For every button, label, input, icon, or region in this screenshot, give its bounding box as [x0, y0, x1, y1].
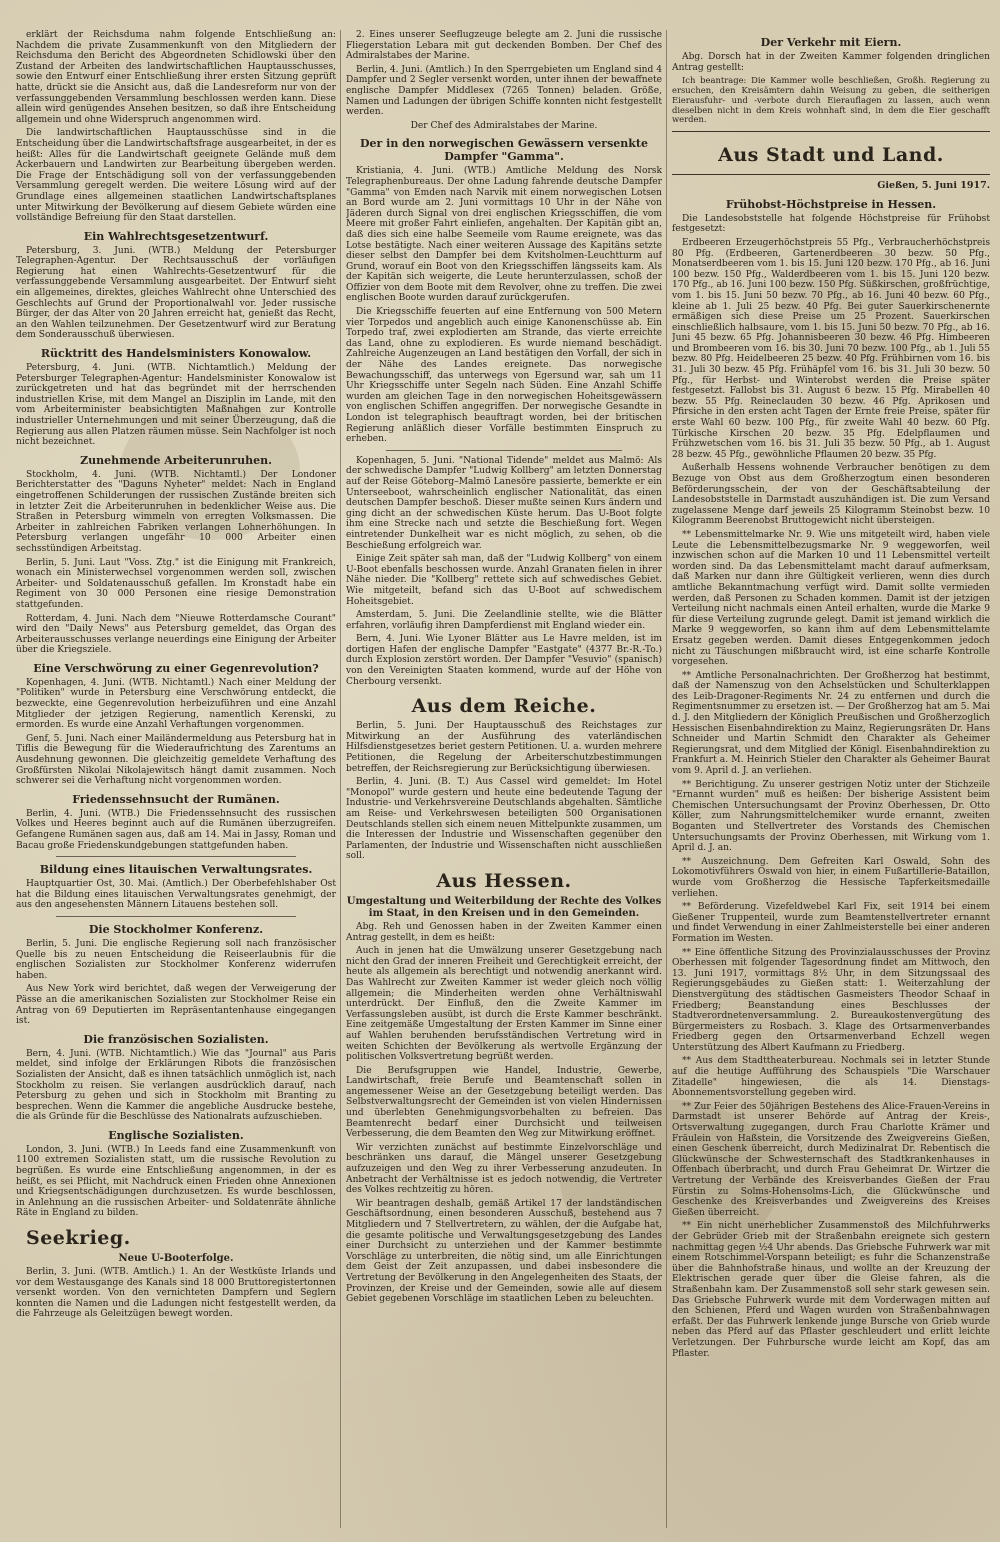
article-paragraph: Kopenhagen, 5. Juni. "National Tidende" meldet aus Malmö: Als der schwedische Dampfer "Ludwig Kollberg" am letzten Donnerstag auf der Reise Göteborg–Malmö Lanesöre passierte, bemerkte er ein Unterseeboot, wahrscheinlich englischer Nationalität, das einen deutschen Dampfer beschoß. Dieser mußte seinen Kurs ändern und ging dicht an der schwedischen Küste herum. Das U-Boot folgte ihm eine Strecke nach und setzte die Beschießung fort. Wegen eintretender Dunkelheit war es nicht möglich, zu sehen, ob die Beschießung erfolgreich war. — [346, 455, 662, 551]
headline-verschwoerung: Eine Verschwörung zu einer Gegenrevolution? — [33, 661, 319, 675]
section-title-reiche: Aus dem Reiche. — [411, 695, 597, 718]
divider — [56, 916, 296, 917]
article-paragraph: Berlin, 4. Juni. (WTB.) Die Friedenssehnsucht des russischen Volkes und Heeres beginnt auch auf die Rumänen überzugreifen. Gefangene Rumänen sagen aus, daß am 14. Mai in Jassy, Roman und Bacau große Friedenskundgebungen stattgefunden haben. — [16, 808, 336, 851]
article-paragraph: Petersburg, 4. Juni. (WTB. Nichtamtlich.) Meldung der Petersburger Telegraphen-Agentur: Handelsminister Konowalow ist zurückgetreten und hat das begründet mit der herrschenden industriellen Krise, mit dem Mangel an Disziplin im Lande, mit den vom Arbeiterminister beabsichtigten Maßnahgen zur Kontrolle industrieller Unternehmungen und mit seiner Überzeugung, daß die Regierung aus allen Platzen räumen müsse. Sein Nachfolger ist noch nicht bezeichnet. — [16, 363, 336, 448]
headline-uboot: Neue U-Booterfolge. — [118, 1253, 234, 1265]
article-paragraph: Kopenhagen, 4. Juni. (WTB. Nichtamtl.) Nach einer Meldung der "Politiken" wurde in Petersburg eine Verschwörung entdeckt, die bezweckte, eine Gegenrevolution herbeizuführen und eine Anzahl Mitglieder der jetzigen Regierung, namentlich Kerenski, zu ermorden. Es wurde eine Anzahl Verhaftungen vorgenommen. — [16, 677, 336, 731]
headline-fruehobst: Frühobst-Höchstpreise in Hessen. — [725, 197, 937, 211]
article-paragraph: ** Auszeichnung. Dem Gefreiten Karl Oswald, Sohn des Lokomotivführers Oswald von hier, in einem Fußartillerie-Bataillon, wurde vom Großherzog die Hessische Tapferkeitsmedaille verliehen. — [672, 856, 990, 899]
divider — [386, 450, 622, 451]
article-paragraph: London, 3. Juni. (WTB.) In Leeds fand eine Zusammenkunft von 1100 extremen Sozialisten statt, um die russische Revolution zu begrüßen. Es wurde eine Entschließung angenommen, in der es heißt, es sei Pflicht, mit Nachdruck einen Frieden ohne Annexionen und Kriegsentschädigungen durchzusetzen. Es wurde beschlossen, in Anlehnung an die russischen Arbeiter- und Soldatenräte ähnliche Räte in England zu bilden. — [16, 1144, 336, 1219]
article-paragraph: Amsterdam, 5. Juni. Die Zeelandlinie stellte, wie die Blätter erfahren, vorläufig ihren Dampferdienst mit England wieder ein. — [346, 610, 662, 631]
article-paragraph: Die Berufsgruppen wie Handel, Industrie, Gewerbe, Landwirtschaft, freie Berufe und Beamtenschaft sollen in angemessener Weise an der Gesetzgebung beteiligt werden. Das Selbstverwaltungsrecht der Gemeinden ist von vielen Hindernissen und überlebten Genehmigungsvorbehalten zu befreien. Das Beamtenrecht bedarf einer Durchsicht und teilweisen Verbesserung, die dem Beamten den Weg zur Mitwirkung eröffnet. — [346, 1065, 662, 1140]
article-paragraph: Erdbeeren Erzeugerhöchstpreis 55 Pfg., Verbraucherhöchstpreis 80 Pfg. (Erdbeeren, Gartenerdbeeren 30 bezw. 50 Pfg., Monatserdbeeren vom 1. bis 15. Juni 120 bezw. 170 Pfg., ab 16. Juni 100 bezw. 150 Pfg., Walderdbeeren vom 1. bis 15. Juni 120 bezw. 170 Pfg., ab 16. Juni 100 bezw. 150 Pfg. Süßkirschen, großfrüchtige, vom 1. bis 15. Juni 50 bezw. 70 Pfg., ab 16. Juni 40 bezw. 60 Pfg., kleine ab 1. Juli 25 bezw. 40 Pfg. Bei guter Sauerkirschenernte ermäßigen sich diese Preise um 25 Prozent. Sauerkirschen einschließlich halbsaure, vom 1. bis 15. Juni 50 bezw. 70 Pfg., ab 16. Juni 45 bezw. 65 Pfg. Johannisbeeren 30 bezw. 46 Pfg. Himbeeren und Brombeeren vom 16. bis 30. Juni 70 bezw. 100 Pfg., ab 1. Juli 55 bezw. 80 Pfg. Heidelbeeren 25 bezw. 40 Pfg. Frühbirnen vom 16. bis 31. Juli 30 bezw. 45 Pfg. Frühäpfel vom 16. bis 31. Juli 30 bezw. 50 Pfg., für Herbst- und Winterobst werden die Preise später festgesetzt. Fallobst bis 31. August 6 bezw. 15 Pfg. Mirabellen 40 bezw. 55 Pfg. Reineclauden 30 bezw. 46 Pfg. Aprikosen und Pfirsiche in den ersten acht Tagen der Ernte freie Preise, später für erste Wahl 60 bezw. 100 Pfg., für zweite Wahl 40 bezw. 60 Pfg. Türkische Kirschen 20 bezw. 35 Pfg. Edelpflaumen und Frühzwetschen vom 16. bis 31. Juli 35 bezw. 50 Pfg., ab 1. August 28 bezw. 45 Pfg., gewöhnliche Pflaumen 20 bezw. 35 Pfg. — [672, 237, 990, 460]
headline-rumaenen: Friedenssehnsucht der Rumänen. — [72, 792, 280, 806]
column-2 — [346, 30, 662, 1528]
article-paragraph: Kristiania, 4. Juni. (WTB.) Amtliche Meldung des Norsk Telegraphenbureaus. Der ohne Ladung fahrende deutsche Dampfer "Gamma" von Emden nach Narvik mit einem norwegischen Lotsen an Bord wurde am 2. Juni vormittags 10 Uhr in der Nähe von Jäderen durch Signal von drei englischen Kriegsschiffen, die vom Meere mit großer Fahrt einliefen, angehalten. Der Kapitän gibt an, daß dies sich eine halbe Seemeile vom Raume ereignete, was das Lotse bestätigte. Nach einer weiteren Aussage des Kapitäns setzte dieser selbst den Dampfer bei dem Kvitsholmen-Leuchtturm auf Grund, worauf ein Boot von den Kriegsschiffen längsseits kam. Als der Kapitän sich weigerte, die Leute herunterzulassen, schoß der Offizier von dem Boote mit dem Revolver, ohne zu treffen. Die zwei englischen Boote wurden darauf zurückgerufen. — [346, 166, 662, 304]
headline-hessen-sub: Umgestaltung und Weiterbildung der Rechte des Volkes im Staat, in den Kreisen und in den Gemeinden. — [346, 895, 662, 919]
article-paragraph: erklärt der Reichsduma nahm folgende Entschließung an: Nachdem die private Zusammenkunft von den Mitgliedern der Reichsduma den Bericht des Abgeordneten Schidlowski über den Zustand der Arbeiten des landwirtschaftlichen Hauptausschusses, sowie den Entwurf einer Entschließung ihrer ersten Sitzung geprüft hatte, drückt sie die Ansicht aus, daß die Landesreform nur von der verfassunggebenden Versammlung beschlossen werden kann. Diese allein wird genügendes Ansehen besitzen, so daß ihre Entscheidung allgemein und ohne Widerspruch angenommen wird. — [16, 30, 336, 125]
article-paragraph: ** Amtliche Personalnachrichten. Der Großherzog hat bestimmt, daß der Namenszug von den Achselstücken und Schulterklappen des Leib-Dragoner-Regiments Nr. 24 zu entfernen und durch die Regimentsnummer zu ersetzen ist. — Der Großherzog hat am 5. Mai d. J. den Mitgliedern der Königlich Preußischen und Großherzoglich Hessischen Eisenbahndirektion zu Mainz, Regierungsräten Dr. Hans Schneider und Martin Schmidt den Charakter als Geheimer Regierungsrat, und dem Mitglied der Königl. Eisenbahndirektion zu Frankfurt a. M. Heinrich Stieler den Charakter als Geheimer Baurat vom 9. April d. J. an verliehen. — [672, 670, 990, 777]
article-paragraph: Ich beantrage: Die Kammer wolle beschließen, Großh. Regierung zu ersuchen, den Kreisämtern dahin Weisung zu geben, die seitherigen Eierausfuhr- und -verbote durch Eierauflagen zu lassen, auch wenn dieselben nicht in dem Kreis wohnhaft sind, in dem die Eier geschafft werden. — [672, 75, 990, 125]
article-paragraph: Petersburg, 3. Juni. (WTB.) Meldung der Petersburger Telegraphen-Agentur. Der Rechtsausschuß der vorläufigen Regierung hat einen Wahlrechts-Gesetzentwurf für die verfassunggebende Versammlung ausgearbeitet. Der Entwurf sieht ein allgemeines, direktes, gleiches Wahlrecht ohne Unterschied des Geschlechts auf Grund der Proportionalwahl vor. Jeder russische Bürger, der das Alter von 20 Jahren erreicht hat, genießt das Recht, an den Wahlen teilzunehmen. Der Gesetzentwurf wird zur Beratung dem Sonderausschuß überwiesen. — [16, 245, 336, 341]
column-1 — [16, 30, 336, 1528]
headline-gamma: Der in den norwegischen Gewässern versenkte Dampfer "Gamma". — [360, 137, 648, 164]
article-paragraph: ** Beförderung. Vizefeldwebel Karl Fix, seit 1914 bei einem Gießener Truppenteil, wurde zum Beamtenstellvertreter ernannt und findet Verwendung in einer Zahlmeisterstelle bei einer anderen Formation im Westen. — [672, 902, 990, 944]
article-paragraph: ** Ein nicht unerheblicher Zusammenstoß des Milchfuhrwerks der Gebrüder Grieb mit der Straßenbahn ereignete sich gestern nachmittag gegen ½4 Uhr abends. Das Griebsche Fuhrwerk war mit einem Rotschimmel-Vorspann beteiligt; es fuhr die Schanzenstraße über die Bahnhofstraße hinaus, und wollte an der Kreuzung der Elektrischen gerade quer über die Gleise fahren, als die Straßenbahn kam. Der Zusammenstoß soll sehr stark gewesen sein. Das Griebsche Fuhrwerk wurde mit dem Vorderwagen mitten auf den Schienen, Pferd und Wagen wurden von Straßenbahnwagen erfaßt. Der das Fuhrwerk lenkende junge Bursche von Grieb wurde neben das Pferd auf das Pflaster geschleudert und erlitt leichte Verletzungen. Der Fuhrbursche wurde leicht am Kopf, das am Pflaster. — [672, 1221, 990, 1359]
article-paragraph: Berlin, 5. Juni. Der Hauptausschuß des Reichstages zur Mitwirkung an der Ausführung des vaterländischen Hilfsdienstgesetzes beriet gestern Petitionen. U. a. wurden mehrere Petitionen, die Regelung der Arbeiterschutzbestimmungen betreffen, der Reichsregierung zur Berücksichtigung überwiesen. — [346, 721, 662, 774]
article-paragraph: Stockholm, 4. Juni. (WTB. Nichtamtl.) Der Londoner Berichterstatter des "Daguns Nyheter" meldet: Nach in England eingetroffenen Schilderungen der russischen Zustände breiten sich in letzter Zeit die Arbeiterunruhen in bedenklicher Weise aus. Die Straßen in Petersburg wimmeln von erregten Volksmassen. Die Arbeiter in zahlreichen Fabriken verlangen Lohnerhöhungen. In Petersburg verlangen ungefähr 10 000 Arbeiter einen sechsstündigen Arbeitstag. — [16, 469, 336, 554]
article-paragraph: Berlin, 4. Juni. (Amtlich.) In den Sperrgebieten um England sind 4 Dampfer und 2 Segler versenkt worden, unter ihnen der bewaffnete englische Dampfer Middlesex (7265 Tonnen) beladen. Größe, Namen und Ladungen der übrigen Schiffe konnten nicht festgestellt werden. — [346, 64, 662, 118]
article-paragraph: Berlin, 3. Juni. (WTB. Amtlich.) 1. An der Westküste Irlands und vor dem Westausgange des Kanals sind 18 000 Bruttoregistertonnen versenkt worden. Von den vernichteten Dampfern und Seglern konnten die Namen und die Ladungen nicht festgestellt werden, da die Fahrzeuge als Geleitzügen bewegt worden. — [16, 1267, 336, 1320]
article-paragraph: 2. Eines unserer Seeflugzeuge belegte am 2. Juni die russische Fliegerstation Lebara mit gut deckenden Bomben. Der Chef des Admiralstabes der Marine. — [346, 30, 662, 62]
article-paragraph: ** Aus dem Stadttheaterbureau. Nochmals sei in letzter Stunde auf die heutige Aufführung des Schauspiels "Die Warschauer Zitadelle" hingewiesen, die als 14. Dienstags-Abonnementsvorstellung gegeben wird. — [672, 1056, 990, 1099]
article-paragraph: Wir beantragen deshalb, gemäß Artikel 17 der landständischen Geschäftsordnung, einen besonderen Ausschuß, bestehend aus 7 Mitgliedern und 7 Stellvertretern, zu wählen, der die Aufgabe hat, die gesamte politische und Verwaltungsgesetzgebung des Landes einer Durchsicht zu unterziehen und der Kammer bestimmte Vorschläge zu unterbreiten, die nötig sind, um alle Einrichtungen dem Geist der Zeit anzupassen, und dabei insbesondere die Vertretung der Bevölkerung in den Angelegenheiten des Staats, der Provinzen, der Kreise und der Gemeinden, sowie alle auf diesem Gebiet gegebenen Vorschläge im staatlichen Leben zu beleuchten. — [346, 1198, 662, 1305]
headline-eier: Der Verkehr mit Eiern. — [760, 36, 902, 49]
article-paragraph: Abg. Reh und Genossen haben in der Zweiten Kammer einen Antrag gestellt, in dem es heißt: — [346, 921, 662, 943]
article-paragraph: Auch in jenen hat die Umwälzung unserer Gesetzgebung nach nicht den Grad der inneren Freiheit und Gerechtigkeit erreicht, der heute als allgemein als berechtigt und notwendig anerkannt wird. Das Wahlrecht zur Zweiten Kammer ist weder gleich noch völlig allgemein; die Minderheiten werden ohne Verhältniswahl unterdrückt. Der Einfluß, den die Zweite Kammer im Verfassungsleben ausübt, ist durch die Erste Kammer beschränkt. Eine zeitgemäße Umgestaltung der Ersten Kammer im Sinne einer auf Wahlen beruhenden berufsständischen Vertretung wird in weiten Schichten der Bevölkerung als wertvolle Ergänzung der politischen Volksvertretung begrüßt werden. — [346, 946, 662, 1063]
headline-konowalow: Rücktritt des Handelsministers Konowalow. — [40, 347, 312, 361]
article-paragraph: Wir verzichten zunächst auf bestimmte Einzelvorschläge und beschränken uns darauf, die Mängel unserer Gesetzgebung aufzuzeigen und den Weg zu ihrer Verbesserung anzudeuten. In Anbetracht der Verhältnisse ist es jedoch notwendig, die Vertreter des Volkes rechtzeitig zu hören. — [346, 1142, 662, 1196]
article-paragraph: Rotterdam, 4. Juni. Nach dem "Nieuwe Rotterdamsche Courant" wird den "Daily News" aus Petersburg gemeldet, das Organ des Arbeiterausschusses verlange neuerdings eine Einigung der Arbeiter über die Kriegsziele. — [16, 613, 336, 656]
article-paragraph: ** Lebensmittelmarke Nr. 9. Wie uns mitgeteilt wird, haben viele Leute die Lebensmittelbezugsmarke Nr. 9 weggeworfen, weil inzwischen schon auf die Marken 10 und 11 Lebensmittel verteilt worden sind. Da das Lebensmittelamt macht darauf aufmerksam, daß Marken nur dann ihre Gültigkeit verlieren, wenn dies durch amtliche Bekanntmachung verfügt wird. Damit sollte vermieden werden, daß Personen zu Schaden kommen. Damit ist der jetzigen Verteilung nicht nachmals einen Anteil erhalten, wurde die Marke 9 für diese Verteilung zugrunde gelegt. Damit ist jemand wirklich die Marke 9 weggeworfen, so kann ihm auf dem Lebensmittelamte Ersatz gegeben werden. Damit dieses Entgegenkommen jedoch nicht zu Täuschungen mißbraucht wird, ist eine scharfe Kontrolle vorgesehen. — [672, 529, 990, 668]
article-paragraph: Berlin, 4. Juni. (B. T.) Aus Cassel wird gemeldet: Im Hotel "Monopol" wurde gestern und heute eine bedeutende Tagung der Industrie- und Verkehrsvereine Deutschlands abgehalten. Sämtliche am Reise- und Verkehrswesen beteiligten 500 Organisationen Deutschlands stellen sich einem neuen Mittelpunkte zusammen, um die Interessen der Industrie und Wissenschaften gegenüber den Parlamenten, der Industrie und Wissenschaften nicht ausschließen soll. — [346, 777, 662, 862]
article-paragraph: Die Landesobststelle hat folgende Höchstpreise für Frühobst festgesetzt: — [672, 213, 990, 235]
article-paragraph: Bern, 4. Juni. (WTB. Nichtamtlich.) Wie das "Journal" aus Paris meldet, sind infolge der Erklärungen Ribots die französischen Sozialisten der Ansicht, daß es ihnen tatsächlich unmöglich ist, nach Stockholm zu reisen. Sie verlangen ausdrücklich darauf, nach Petersburg zu gehen und sich in Stockholm mit Branting zu besprechen. Wenn die Kammer die angebliche Ausdrucke bestehe, die als Gründe für die Beschlüsse des Nationalrats aufzuschieben. — [16, 1048, 336, 1123]
article-paragraph: Außerhalb Hessens wohnende Verbraucher benötigen zu dem Bezuge von Obst aus dem Großherzogtum einen besonderen Beförderungsschein, der von der Geschäftsabteilung der Landesobststelle in Darmstadt auszuhändigen ist. Die zum Versand zugelassene Menge darf jeweils 25 Kilogramm Steinobst bezw. 10 Kilogramm Beerenobst Bruttogewicht nicht übersteigen. — [672, 463, 990, 527]
headline-wahlrecht: Ein Wahlrechtsgesetzentwurf. — [83, 229, 269, 243]
headline-arbeiterunruhen: Zunehmende Arbeiterunruhen. — [80, 453, 272, 467]
headline-stockholm: Die Stockholmer Konferenz. — [88, 922, 264, 936]
section-title-seekrieg: Seekrieg. — [26, 1227, 131, 1250]
article-paragraph: Berlin, 5. Juni. Laut "Voss. Ztg." ist die Einigung mit Frankreich, wonach ein Ministerwechsel vorgenommen werden soll, zwischen Arbeiter- und Soldatenausschuß gefallen. Im Kronstadt habe ein Regiment von 30 000 Personen eine riesige Demonstration stattgefunden. — [16, 557, 336, 610]
article-paragraph: ** Zur Feier des 50jährigen Bestehens des Alice-Frauen-Vereins in Darmstadt ist unserer Behörde auf Antrag der Kreis-, Ortsverwaltung zugegangen, durch Frau Charlotte Krämer und Fräulein von Haßstein, die Vorsitzende des Zweigvereins Gießen, einen Geschenk überreicht, durch Medizinalrat Dr. Rebentisch die Glückwünsche der Schwesternschaft des Stadtkrankenhauses in Offenbach überbracht, und durch Frau Geheimrat Dr. Wirtzer die Vertretung der Verbände des Kreisverbandes Gießen der Frau Fürstin zu Solms-Hohensolms-Lich, die Glückwünsche und Geschenke des Kreisverbandes und Zweigvereins des Kreises Gießen überreicht. — [672, 1101, 990, 1218]
article-paragraph: Hauptquartier Ost, 30. Mai. (Amtlich.) Der Oberbefehlshaber Ost hat die Bildung eines litauischen Verwaltungsrates genehmigt, der aus den angesehensten Männern Litauens bestehen soll. — [16, 879, 336, 911]
article-paragraph: Berlin, 5. Juni. Die englische Regierung soll nach französischer Quelle bis zu neuen Entscheidung die Reiseerlaubnis für die englischen Sozialisten zur Stockholmer Konferenz widerrufen haben. — [16, 938, 336, 981]
article-paragraph: Genf, 5. Juni. Nach einer Mailändermeldung aus Petersburg hat in Tiflis die Bewegung für die Wiederaufrichtung des Zarentums an Ausdehnung gewonnen. Die gleichzeitig gemeldete Verhaftung des Großfürsten Nikolai Nikolajewitsch hängt damit zusammen. Noch schwerer sei die Verhaftung nicht vorgenommen worden. — [16, 733, 336, 787]
article-paragraph: ** Eine öffentliche Sitzung des Provinzialausschusses der Provinz Oberhessen mit folgender Tagesordnung findet am Mittwoch, den 13. Juni 1917, vormittags 8½ Uhr, in dem Sitzungssaal des Regierungsgebäudes zu Gießen statt: 1. Weiterzahlung der Dienstvergütung des städtischen Gasmeisters Theodor Schaaf in Friedberg; Beanstandung eines Beschlusses der Stadtverordnetenversammlung. 2. Bureaukostenvergütung des Bürgermeisters zu Rosbach. 3. Klage des Ortsarmenverbandes Friedberg gegen den Ortsarmenverband Echzell wegen Unterstützung des Albert Kaufmann zu Friedberg. — [672, 947, 990, 1053]
section-title-hessen: Aus Hessen. — [436, 869, 572, 892]
divider — [56, 856, 296, 857]
headline-engl-sozialisten: Englische Sozialisten. — [108, 1128, 244, 1142]
article-paragraph: Bern, 4. Juni. Wie Lyoner Blätter aus Le Havre melden, ist im dortigen Hafen der englische Dampfer "Eastgate" (4377 Br.-R.-To.) durch Explosion zerstört worden. Der Dampfer "Vesuvio" (spanisch) von den Vereinigten Staaten kommend, wurde auf der Höhe von Cherbourg versenkt. — [346, 634, 662, 687]
dateline: Gießen, 5. Juni 1917. — [877, 180, 990, 192]
article-paragraph: Abg. Dorsch hat in der Zweiten Kammer folgenden dringlichen Antrag gestellt: — [672, 52, 990, 73]
headline-franz-sozialisten: Die französischen Sozialisten. — [83, 1032, 269, 1046]
article-paragraph: Einige Zeit später sah man, daß der "Ludwig Kollberg" von einem U-Boot ebenfalls beschossen wurde. Anzahl Granaten fielen in ihrer Nähe nieder. Die "Kollberg" rettete sich auf schwedisches Gebiet. Wie mitgeteilt, befand sich das U-Boot auf schwedischem Hoheitsgebiet. — [346, 554, 662, 607]
article-paragraph: Aus New York wird berichtet, daß wegen der Verweigerung der Pässe an die amerikanischen Sozialisten zur Stockholmer Reise ein Antrag von 69 Deputierten im Repräsentantenhause eingegangen ist. — [16, 984, 336, 1027]
article-paragraph: ** Berichtigung. Zu unserer gestrigen Notiz unter der Stichzeile "Ernannt wurden" muß es heißen: Der bisherige Assistent beim Chemischen Untersuchungsamt der Provinz Oberhessen, Dr. Otto Köller, zum Nahrungsmittelchemiker wurde ernannt, zweiten Boganten und Stellvertreter des Vorstands des Chemischen Untersuchungsamts der Provinz Oberhessen, mit Wirkung vom 1. April d. J. an. — [672, 779, 990, 854]
column-3 — [672, 30, 990, 1528]
article-paragraph: Die landwirtschaftlichen Hauptausschüsse sind in die Entscheidung über die Landwirtschaftsfrage ausgearbeitet, in der es heißt: Alles für die Landwirtschaft geeignete Gelände muß dem Ackerbauern und Landwirten zur Bearbeitung übergeben werden. Die Frage der Entschädigung soll von der verfassunggebenden Versammlung geregelt werden. Die weitere Lösung wird auf der Grundlage eines allgemeinen staatlichen Landwirtschaftsplanes unter Mitwirkung der Bevölkerung auf diesem Gebiete würden eine vollständige Befreiung für den Staat darstellen. — [16, 128, 336, 224]
headline-litauen: Bildung eines litauischen Verwaltungsrates. — [39, 863, 313, 877]
section-title-stadt-land: Aus Stadt und Land. — [718, 144, 944, 167]
section-box-stadt-land — [672, 131, 990, 175]
signature: Der Chef des Admiralstabes der Marine. — [410, 120, 598, 131]
article-paragraph: Die Kriegsschiffe feuerten auf eine Entfernung von 500 Metern vier Torpedos und angeblich auch einige Kanonenschüsse ab. Ein Torpedo traf, zwei explodierten am Strande, das vierte erreichte das Land, ohne zu explodieren. Es wurde niemand beschädigt. Zahlreiche Augenzeugen an Land bestätigen den Vorfall, der sich in der Nähe des Landes ereignete. Das norwegische Bewachungsschiff, das unterwegs von Egersund war, sah um 11 Uhr Kriegsschiffe unter Segeln nach Süden. Eine Anzahl Schiffe wurden am gleichen Tage in den norwegischen Hoheitsgewässern von englischen Schiffen angegriffen. Der norwegische Gesandte in London ist telegraphisch beauftragt worden, bei der britischen Regierung anläßlich dieser Vorfälle bestimmten Einspruch zu erheben. — [346, 307, 662, 445]
